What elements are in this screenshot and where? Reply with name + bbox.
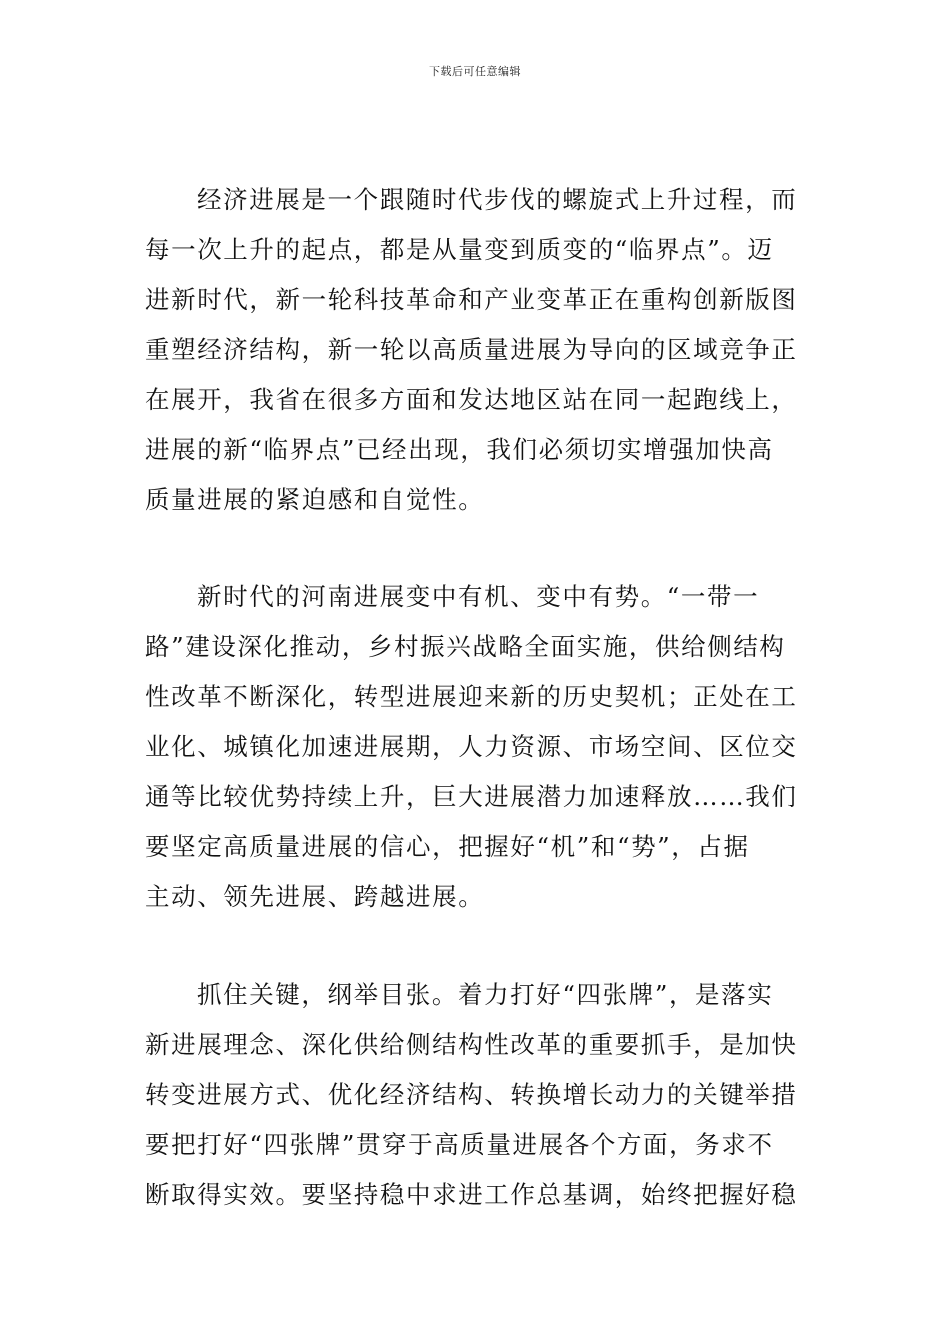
paragraph [145,175,798,525]
paragraph-line: 新时代的河南进展变中有机、变中有势。“一带一 [197,582,760,611]
paragraph-line: 通等比较优势持续上升，巨大进展潜力加速释放……我们 [145,782,798,811]
paragraph-line: 路”建设深化推动，乡村振兴战略全面实施，供给侧结构 [145,632,786,661]
paragraph-line: 在展开，我省在很多方面和发达地区站在同一起跑线上， [145,385,798,414]
paragraph-line: 新进展理念、深化供给侧结构性改革的重要抓手，是加快 [145,1030,798,1059]
paragraph-line: 转变进展方式、优化经济结构、转换增长动力的关键举措 [145,1080,798,1109]
paragraph-line: 进新时代，新一轮科技革命和产业变革正在重构创新版图 [145,285,798,314]
paragraph-line: 每一次上升的起点，都是从量变到质变的“临界点”。迈 [145,235,774,264]
paragraph-line: 业化、城镇化加速进展期，人力资源、市场空间、区位交 [145,732,798,761]
paragraph [145,572,798,922]
paragraph-line: 主动、领先进展、跨越进展。 [145,882,485,911]
paragraph-line: 抓住关键，纲举目张。着力打好“四张牌”，是落实 [197,980,774,1009]
paragraph-line: 进展的新“临界点”已经出现，我们必须切实增强加快高 [145,435,774,464]
page-header: 下载后可任意编辑 [429,65,521,78]
paragraph-line: 重塑经济结构，新一轮以高质量进展为导向的区域竞争正 [145,335,798,364]
paragraph [145,970,798,1220]
paragraph-line: 断取得实效。要坚持稳中求进工作总基调，始终把握好稳 [145,1180,798,1209]
paragraph-line: 要坚定高质量进展的信心，把握好“机”和“势”，占据 [145,832,750,861]
paragraph-line: 性改革不断深化，转型进展迎来新的历史契机；正处在工 [145,682,798,711]
paragraph-line: 质量进展的紧迫感和自觉性。 [145,485,485,514]
paragraph-line: 要把打好“四张牌”贯穿于高质量进展各个方面，务求不 [145,1130,774,1159]
paragraph-line: 经济进展是一个跟随时代步伐的螺旋式上升过程，而 [197,185,798,214]
